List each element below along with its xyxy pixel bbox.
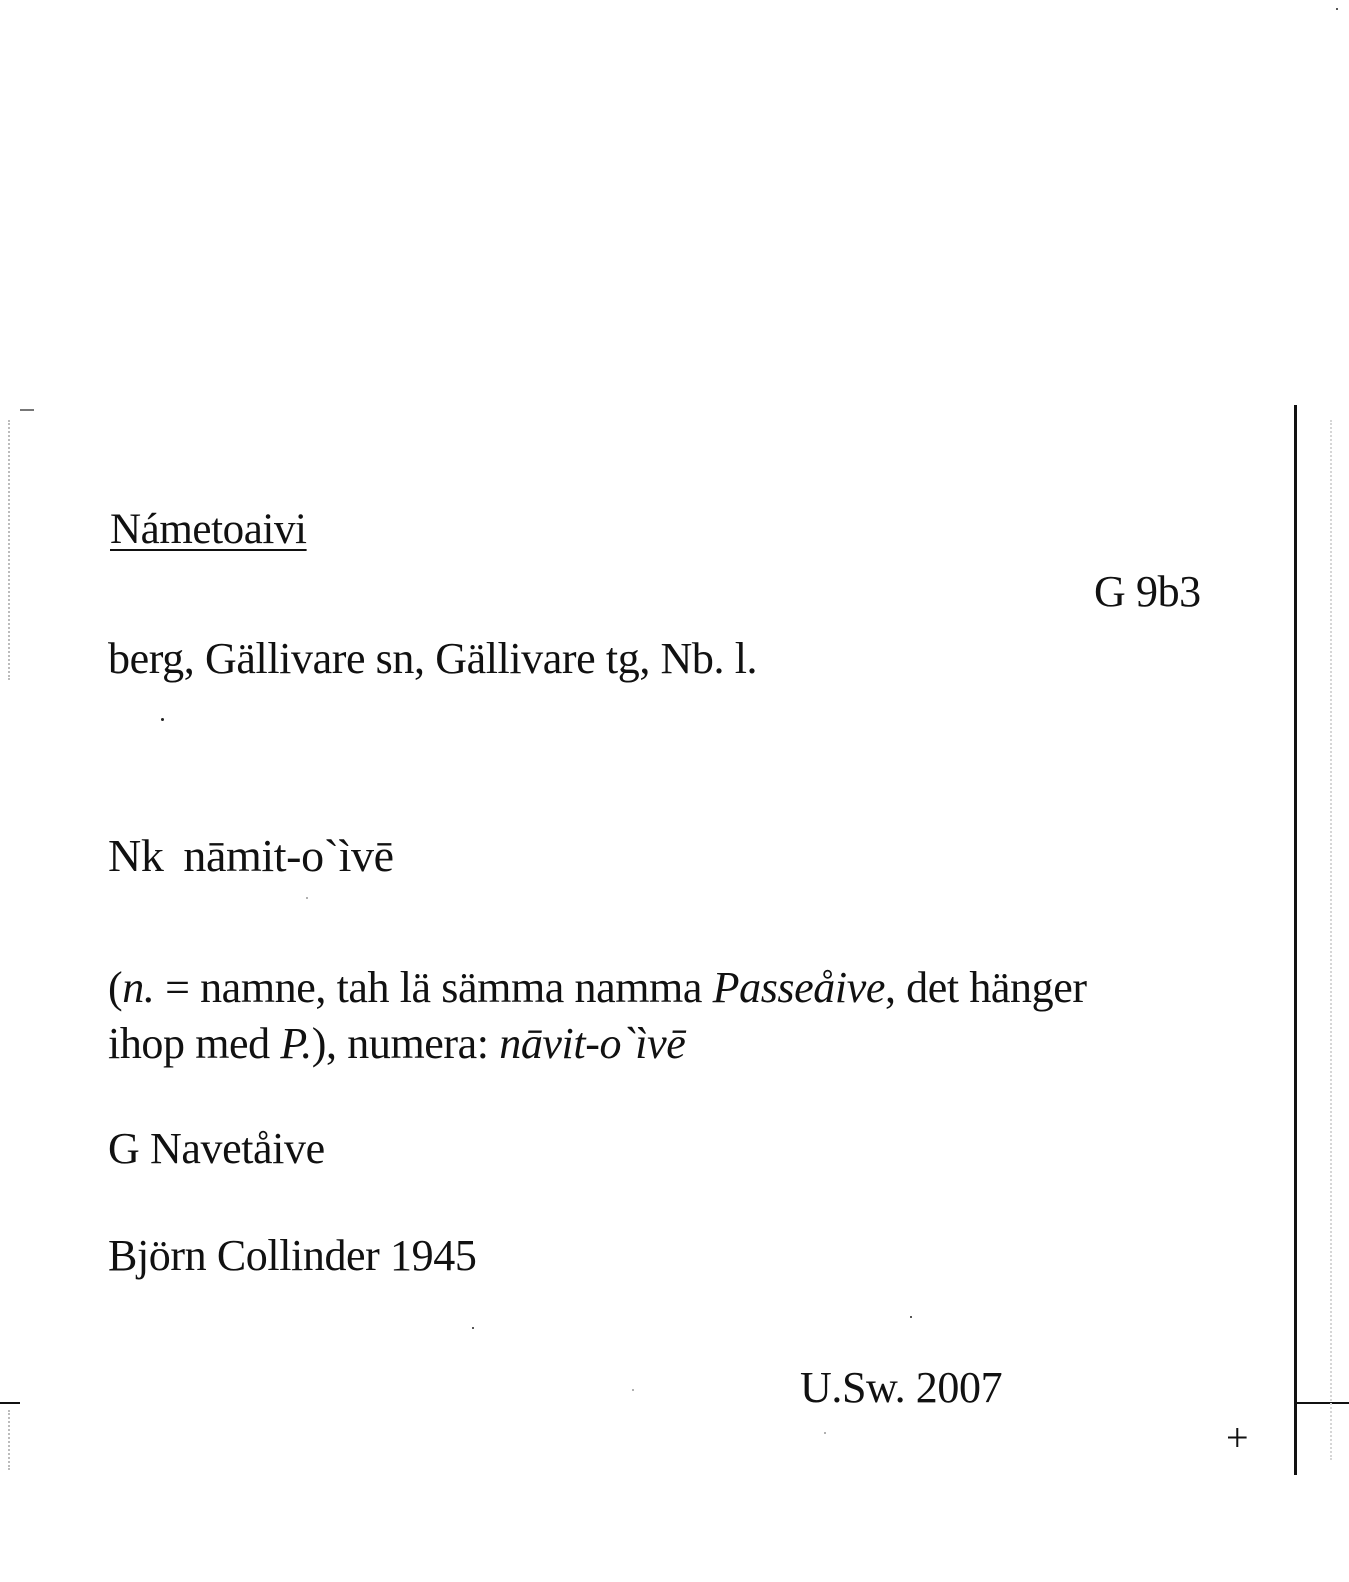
note-related-name: Passeåive — [712, 963, 885, 1012]
speck — [306, 897, 308, 899]
left-scan-border — [8, 420, 10, 680]
pronunciation-form: nāmit-o`ìvē — [183, 830, 394, 881]
speck — [824, 1432, 826, 1434]
note-line-1 — [108, 960, 1087, 1016]
etymology-note — [108, 960, 1087, 1072]
map-name: G Navetåive — [108, 1124, 325, 1173]
note-current-form: nāvit-o`ìvē — [499, 1019, 686, 1068]
right-edge-line — [1294, 405, 1297, 1475]
source-attribution: Björn Collinder 1945 — [108, 1231, 477, 1280]
speck — [161, 718, 164, 721]
right-scan-border — [1330, 420, 1332, 1460]
map-reference: G 9b3 — [1094, 567, 1201, 616]
pronunciation-prefix: Nk — [108, 830, 164, 881]
left-edge-mark — [20, 409, 34, 411]
left-edge-tick — [0, 1402, 20, 1404]
note-open-paren: ( — [108, 963, 123, 1012]
left-scan-border-lower — [8, 1410, 10, 1470]
note-text-3: ihop med — [108, 1019, 281, 1068]
note-line-2 — [108, 1016, 1087, 1072]
note-abbreviation: n. — [122, 963, 155, 1012]
note-text-1: = namne, tah lä sämma namma — [154, 963, 713, 1012]
plus-mark: + — [1226, 1415, 1249, 1460]
speck — [910, 1316, 912, 1318]
headword: Námetoaivi — [110, 506, 307, 553]
pronunciation-line — [108, 830, 394, 881]
right-edge-tick — [1296, 1402, 1349, 1404]
speck — [632, 1389, 634, 1391]
revision-stamp: U.Sw. 2007 — [800, 1363, 1003, 1412]
place-description: berg, Gällivare sn, Gällivare tg, Nb. l. — [108, 634, 758, 683]
speck — [1336, 8, 1338, 10]
note-text-4: ), numera: — [311, 1019, 500, 1068]
note-text-2: , det hänger — [884, 963, 1087, 1012]
note-related-abbr: P. — [280, 1019, 312, 1068]
speck — [472, 1327, 474, 1329]
